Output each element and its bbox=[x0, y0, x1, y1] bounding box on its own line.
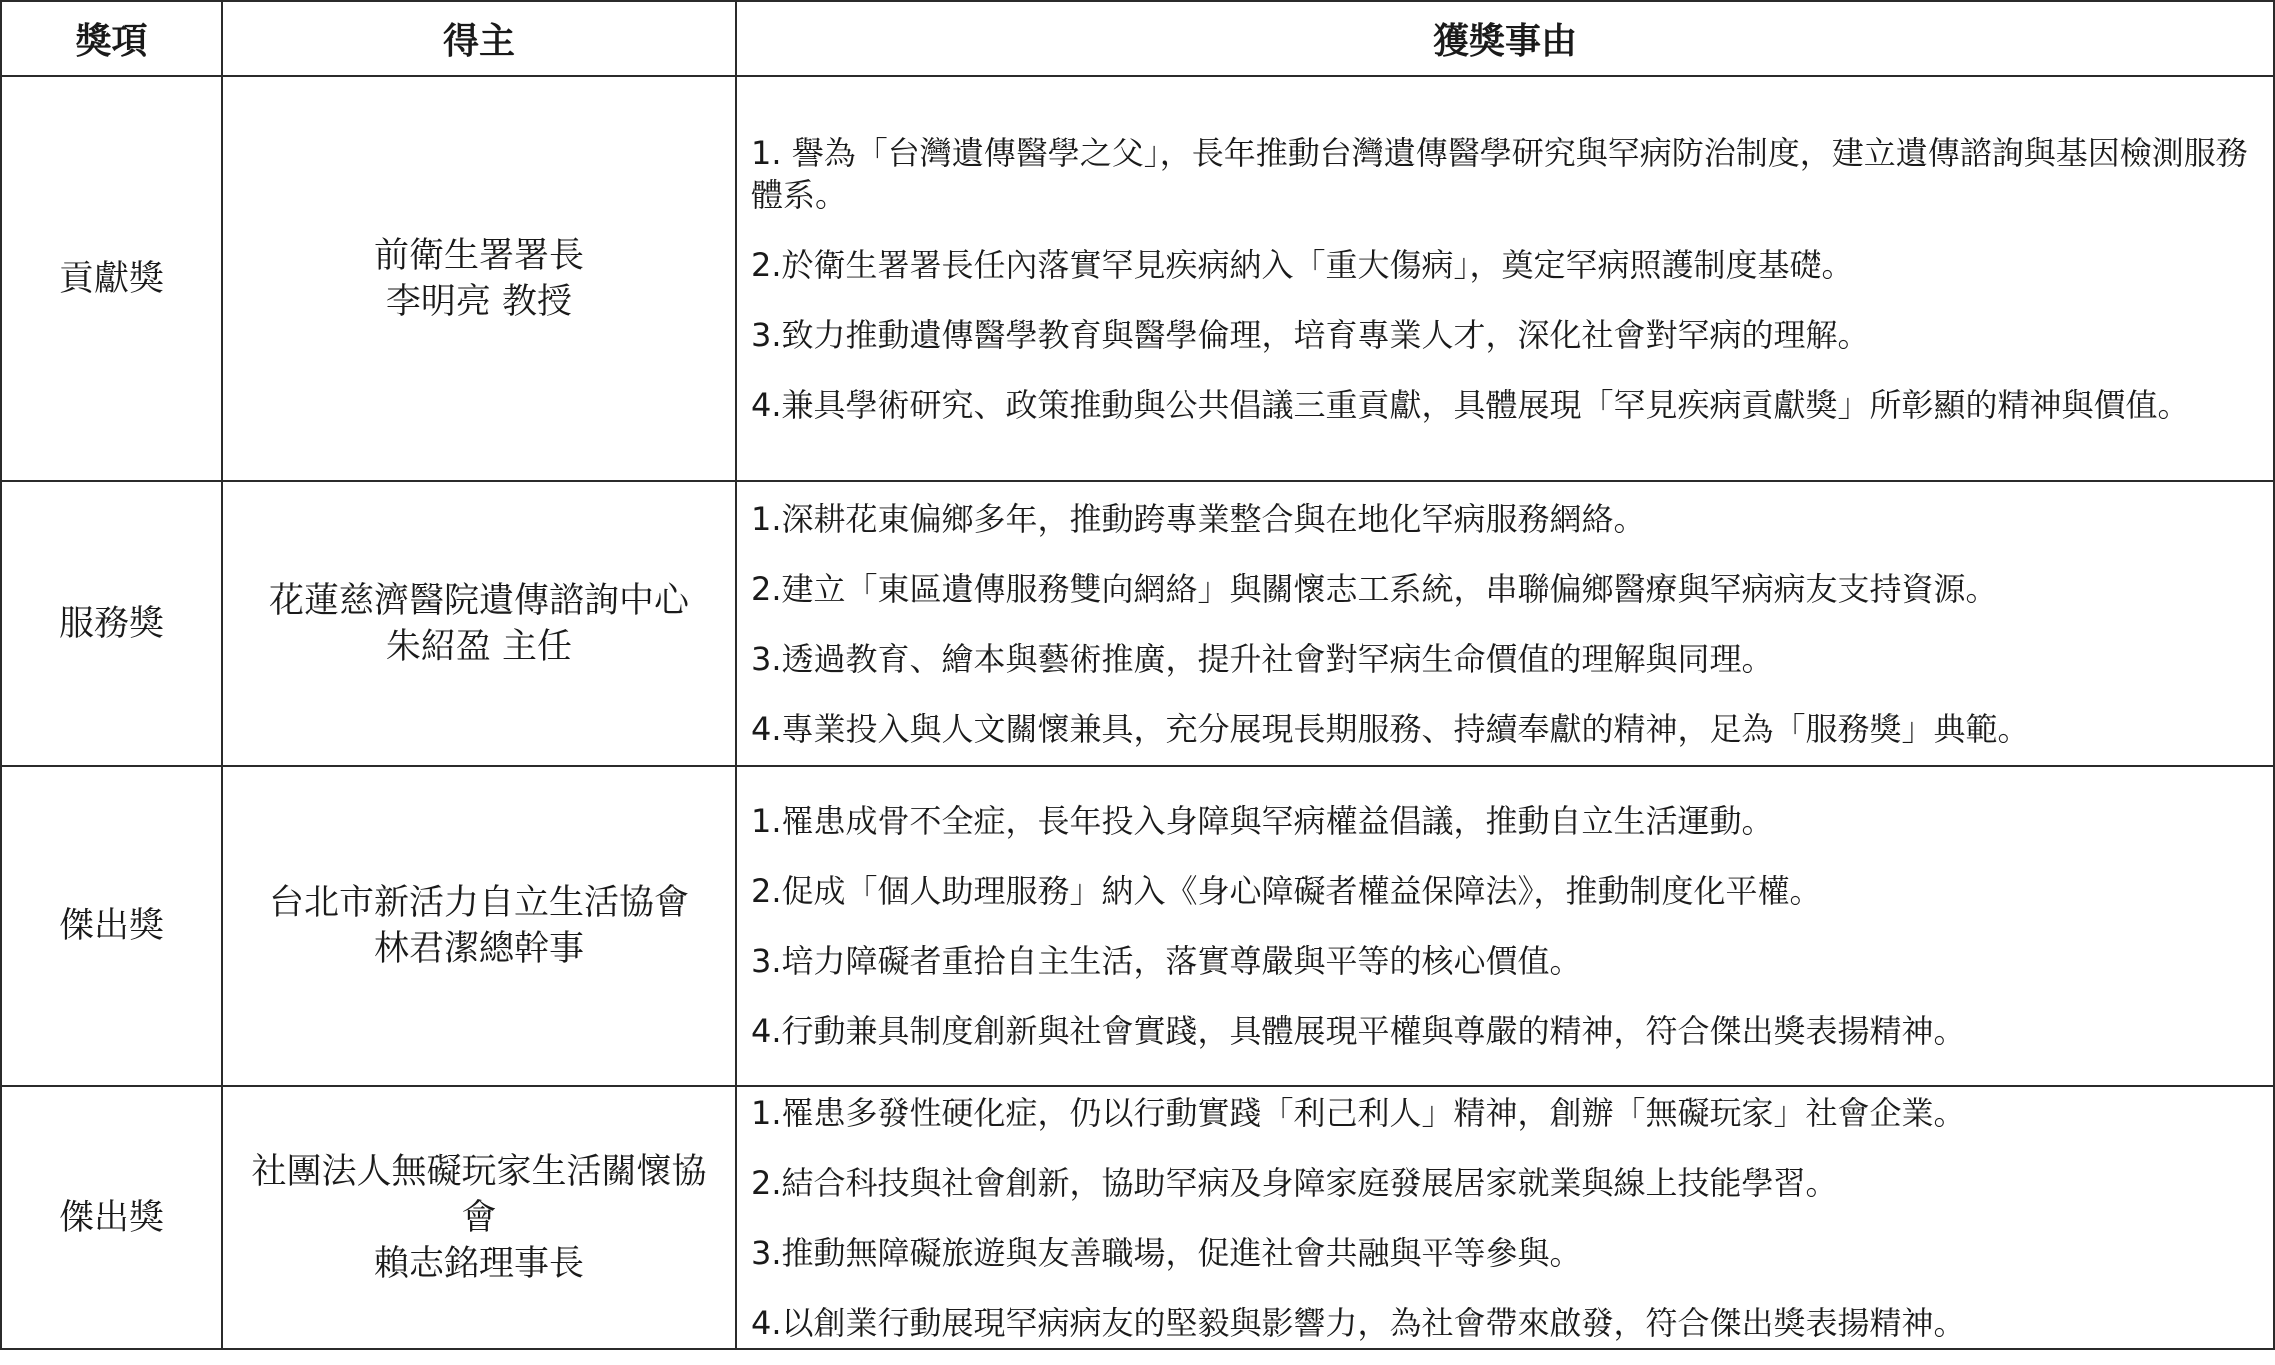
reason-cell bbox=[736, 766, 2274, 1086]
reason-item: 1.罹患多發性硬化症，仍以行動實踐「利己利人」精神，創辦「無礙玩家」社會企業。 bbox=[751, 1093, 1966, 1132]
reason-item: 4.兼具學術研究、政策推動與公共倡議三重貢獻，具體展現「罕見疾病貢獻獎」所彰顯的精神與價值。 bbox=[751, 385, 2190, 424]
reason-item: 3.透過教育、繪本與藝術推廣，提升社會對罕病生命價值的理解與同理。 bbox=[751, 639, 1774, 678]
award-name: 傑出獎 bbox=[1, 1086, 222, 1349]
reason-cell bbox=[736, 481, 2274, 766]
header-row bbox=[1, 1, 2274, 76]
winner-person: 賴志銘理事長 bbox=[373, 1243, 584, 1284]
winner-person: 李明亮 教授 bbox=[385, 281, 573, 322]
reason-item: 2.建立「東區遺傳服務雙向網絡」與關懷志工系統，串聯偏鄉醫療與罕病病友支持資源。 bbox=[751, 569, 1998, 608]
winner-organization: 台北市新活力自立生活協會 bbox=[268, 883, 689, 923]
winner-organization: 社團法人無礙玩家生活關懷協會 bbox=[251, 1151, 707, 1238]
reason-item: 1.深耕花東偏鄉多年，推動跨專業整合與在地化罕病服務網絡。 bbox=[751, 499, 1646, 538]
table-row bbox=[1, 766, 2274, 1086]
winner-organization: 前衛生署署長 bbox=[373, 235, 584, 276]
winner-person: 朱紹盈 主任 bbox=[385, 626, 573, 667]
winner-organization: 花蓮慈濟醫院遺傳諮詢中心 bbox=[268, 580, 689, 621]
reason-item: 2.促成「個人助理服務」納入《身心障礙者權益保障法》，推動制度化平權。 bbox=[751, 872, 1822, 910]
winner-person: 林君潔總幹事 bbox=[373, 929, 584, 969]
reason-item: 4.行動兼具制度創新與社會實踐，具體展現平權與尊嚴的精神，符合傑出獎表揚精神。 bbox=[751, 1012, 1966, 1050]
award-name: 傑出獎 bbox=[1, 766, 222, 1086]
table-row bbox=[1, 76, 2274, 481]
table-row bbox=[1, 1086, 2274, 1349]
winner-cell bbox=[222, 1086, 736, 1349]
award-name: 服務獎 bbox=[1, 481, 222, 766]
table-row bbox=[1, 481, 2274, 766]
header-winner: 得主 bbox=[222, 1, 736, 76]
winner-cell bbox=[222, 481, 736, 766]
reason-item: 2.結合科技與社會創新，協助罕病及身障家庭發展居家就業與線上技能學習。 bbox=[751, 1163, 1838, 1202]
winner-cell bbox=[222, 766, 736, 1086]
winner-cell bbox=[222, 76, 736, 481]
reason-cell bbox=[736, 76, 2274, 481]
reason-item: 3.培力障礙者重拾自主生活，落實尊嚴與平等的核心價值。 bbox=[751, 942, 1582, 980]
reason-item: 3.推動無障礙旅遊與友善職場，促進社會共融與平等參與。 bbox=[751, 1233, 1582, 1272]
header-award: 獎項 bbox=[1, 1, 222, 76]
reason-item: 4.以創業行動展現罕病病友的堅毅與影響力，為社會帶來啟發，符合傑出獎表揚精神。 bbox=[751, 1303, 1966, 1342]
reason-item: 1.罹患成骨不全症，長年投入身障與罕病權益倡議，推動自立生活運動。 bbox=[751, 802, 1774, 840]
award-name: 貢獻獎 bbox=[1, 76, 222, 481]
reason-item: 3.致力推動遺傳醫學教育與醫學倫理，培育專業人才，深化社會對罕病的理解。 bbox=[751, 315, 1870, 354]
reason-item: 1. 譽為「台灣遺傳醫學之父」，長年推動台灣遺傳醫學研究與罕病防治制度，建立遺傳諮詢與基因檢測服務體系。 bbox=[751, 133, 2248, 214]
header-reason: 獲獎事由 bbox=[736, 1, 2274, 76]
reason-cell bbox=[736, 1086, 2274, 1349]
reason-item: 4.專業投入與人文關懷兼具，充分展現長期服務、持續奉獻的精神，足為「服務獎」典範。 bbox=[751, 709, 2030, 748]
reason-item: 2.於衛生署署長任內落實罕見疾病納入「重大傷病」，奠定罕病照護制度基礎。 bbox=[751, 245, 1854, 284]
